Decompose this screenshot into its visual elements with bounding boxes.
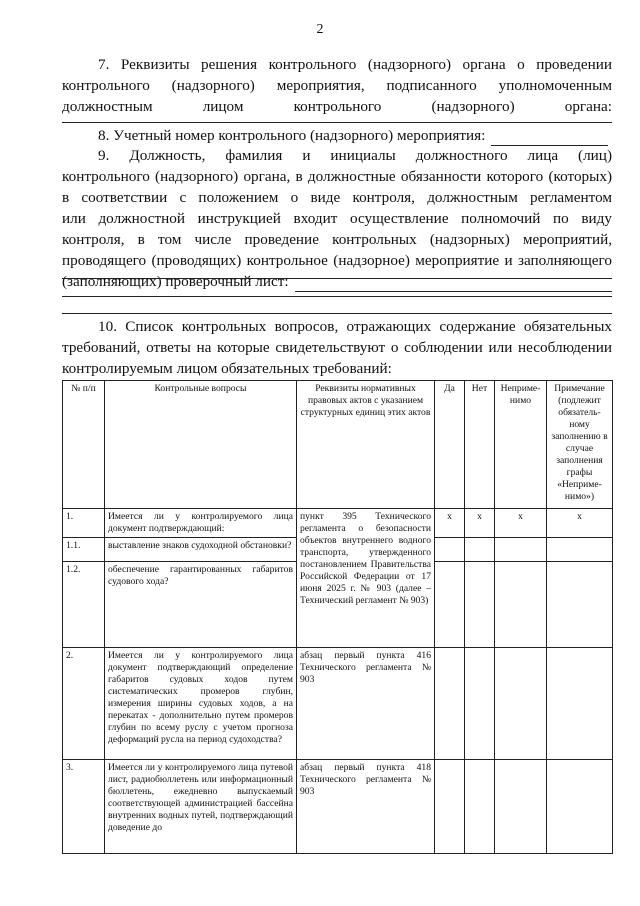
row-yes[interactable]: x <box>435 509 465 538</box>
row-question: обеспечение гарантированных габаритов судового хода? <box>105 562 297 648</box>
row-num: 1.2. <box>63 562 105 648</box>
row-no[interactable] <box>465 760 495 854</box>
item-9-line-2: контрольного (надзорного) органа, в должностные обязанности которого (которых) <box>62 168 612 185</box>
page-number: 2 <box>316 22 324 37</box>
item-8 <box>62 125 612 146</box>
fill-line-item-8 <box>491 131 608 146</box>
header-na: Неприме-нимо <box>495 381 547 509</box>
row-note[interactable] <box>547 648 613 760</box>
fill-line-item-9-3 <box>62 296 612 297</box>
row-na[interactable] <box>495 760 547 854</box>
row-na[interactable] <box>495 648 547 760</box>
row-yes[interactable] <box>435 760 465 854</box>
fill-line-item-9-2 <box>62 278 612 279</box>
item-7-line-2: контрольного (надзорного) мероприятия, подписанного уполномоченным <box>62 77 612 94</box>
header-num: № п/п <box>63 381 105 509</box>
row-yes[interactable] <box>435 648 465 760</box>
row-num: 1. <box>63 509 105 538</box>
row-requisites: абзац первый пункта 416 Технического регламента № 903 <box>297 648 435 760</box>
header-yes: Да <box>435 381 465 509</box>
table-row <box>63 509 613 538</box>
item-9-line-3: в соответствии с положением о виде контроля, должностным регламентом <box>62 189 612 206</box>
row-requisites: пункт 395 Технического регламента о безопасности объектов внутреннего водного транспорта, утвержденного постановлением Правительства Российской Федерации от 17 июня 2025 г. № 903 (далее – Технический регламент № 903) <box>297 509 435 648</box>
row-na[interactable] <box>495 562 547 648</box>
table-header-row <box>63 381 613 509</box>
header-requisites: Реквизиты нормативных правовых актов с указанием структурных единиц этих актов <box>297 381 435 509</box>
item-7 <box>62 54 612 117</box>
header-note: Примечание (подлежит обязатель-ному заполнению в случае заполнения графы «Неприме-нимо») <box>547 381 613 509</box>
row-requisites: абзац первый пункта 418 Технического регламента № 903 <box>297 760 435 854</box>
row-no[interactable] <box>465 538 495 562</box>
row-note[interactable]: x <box>547 509 613 538</box>
item-10-line-2: требований, ответы на которые свидетельствуют о соблюдении или несоблюдении <box>62 339 612 356</box>
item-9-line-4: или должностной инструкцией входит осуществление полномочий по виду <box>62 210 612 227</box>
item-10-line-3: контролируемым лицом обязательных требований: <box>62 360 392 377</box>
item-9 <box>62 145 612 292</box>
item-9-line-5: контроля, в том числе проведение контрольных (надзорных) мероприятий, <box>62 231 612 248</box>
item-10-line-1: 10. Список контрольных вопросов, отражающих содержание обязательных <box>98 318 612 335</box>
row-question: Имеется ли у контролируемого лица документ подтверждающий определение габаритов судовых ходов путем систематических промеров глубин, измерения ширины судовых ходов, а на перекатах - дополнительно путем промеров глубин по всему руслу с учетом прогноза деформаций русла на период судоходства? <box>105 648 297 760</box>
item-9-line-6: проводящего (проводящих) контрольное (надзорное) мероприятие и заполняющего <box>62 252 612 269</box>
row-yes[interactable] <box>435 538 465 562</box>
item-9-line-1: 9. Должность, фамилия и инициалы должностного лица (лиц) <box>98 147 612 164</box>
row-note[interactable] <box>547 562 613 648</box>
row-num: 2. <box>63 648 105 760</box>
fill-line-item-9 <box>295 277 612 292</box>
row-no[interactable] <box>465 562 495 648</box>
row-note[interactable] <box>547 760 613 854</box>
row-note[interactable] <box>547 538 613 562</box>
item-7-line-1: 7. Реквизиты решения контрольного (надзорного) органа о проведении <box>98 56 612 73</box>
row-question: Имеется ли у контролируемого лица путевой лист, радиобюллетень или информационный бюллетень, ежедневно выпускаемый соответствующей администрацией бассейна внутренних водных путей, подтверждающий доведение до <box>105 760 297 854</box>
row-no[interactable]: x <box>465 509 495 538</box>
row-question: выставление знаков судоходной обстановки? <box>105 538 297 562</box>
item-8-text: 8. Учетный номер контрольного (надзорного) мероприятия: <box>98 127 486 144</box>
row-yes[interactable] <box>435 562 465 648</box>
fill-line-item-7 <box>62 122 612 123</box>
item-10 <box>62 316 612 379</box>
table-row <box>63 648 613 760</box>
item-7-line-3: должностным лицом контрольного (надзорного) органа: <box>62 98 612 115</box>
row-no[interactable] <box>465 648 495 760</box>
row-question: Имеется ли у контролируемого лица документ подтверждающий: <box>105 509 297 538</box>
row-num: 1.1. <box>63 538 105 562</box>
row-num: 3. <box>63 760 105 854</box>
header-no: Нет <box>465 381 495 509</box>
table-row <box>63 760 613 854</box>
fill-line-item-9-4 <box>62 313 612 314</box>
row-na[interactable]: x <box>495 509 547 538</box>
item-9-line-7: (заполняющих) проверочный лист: <box>62 273 289 290</box>
row-na[interactable] <box>495 538 547 562</box>
header-question: Контрольные вопросы <box>105 381 297 509</box>
checklist-table <box>62 380 613 854</box>
